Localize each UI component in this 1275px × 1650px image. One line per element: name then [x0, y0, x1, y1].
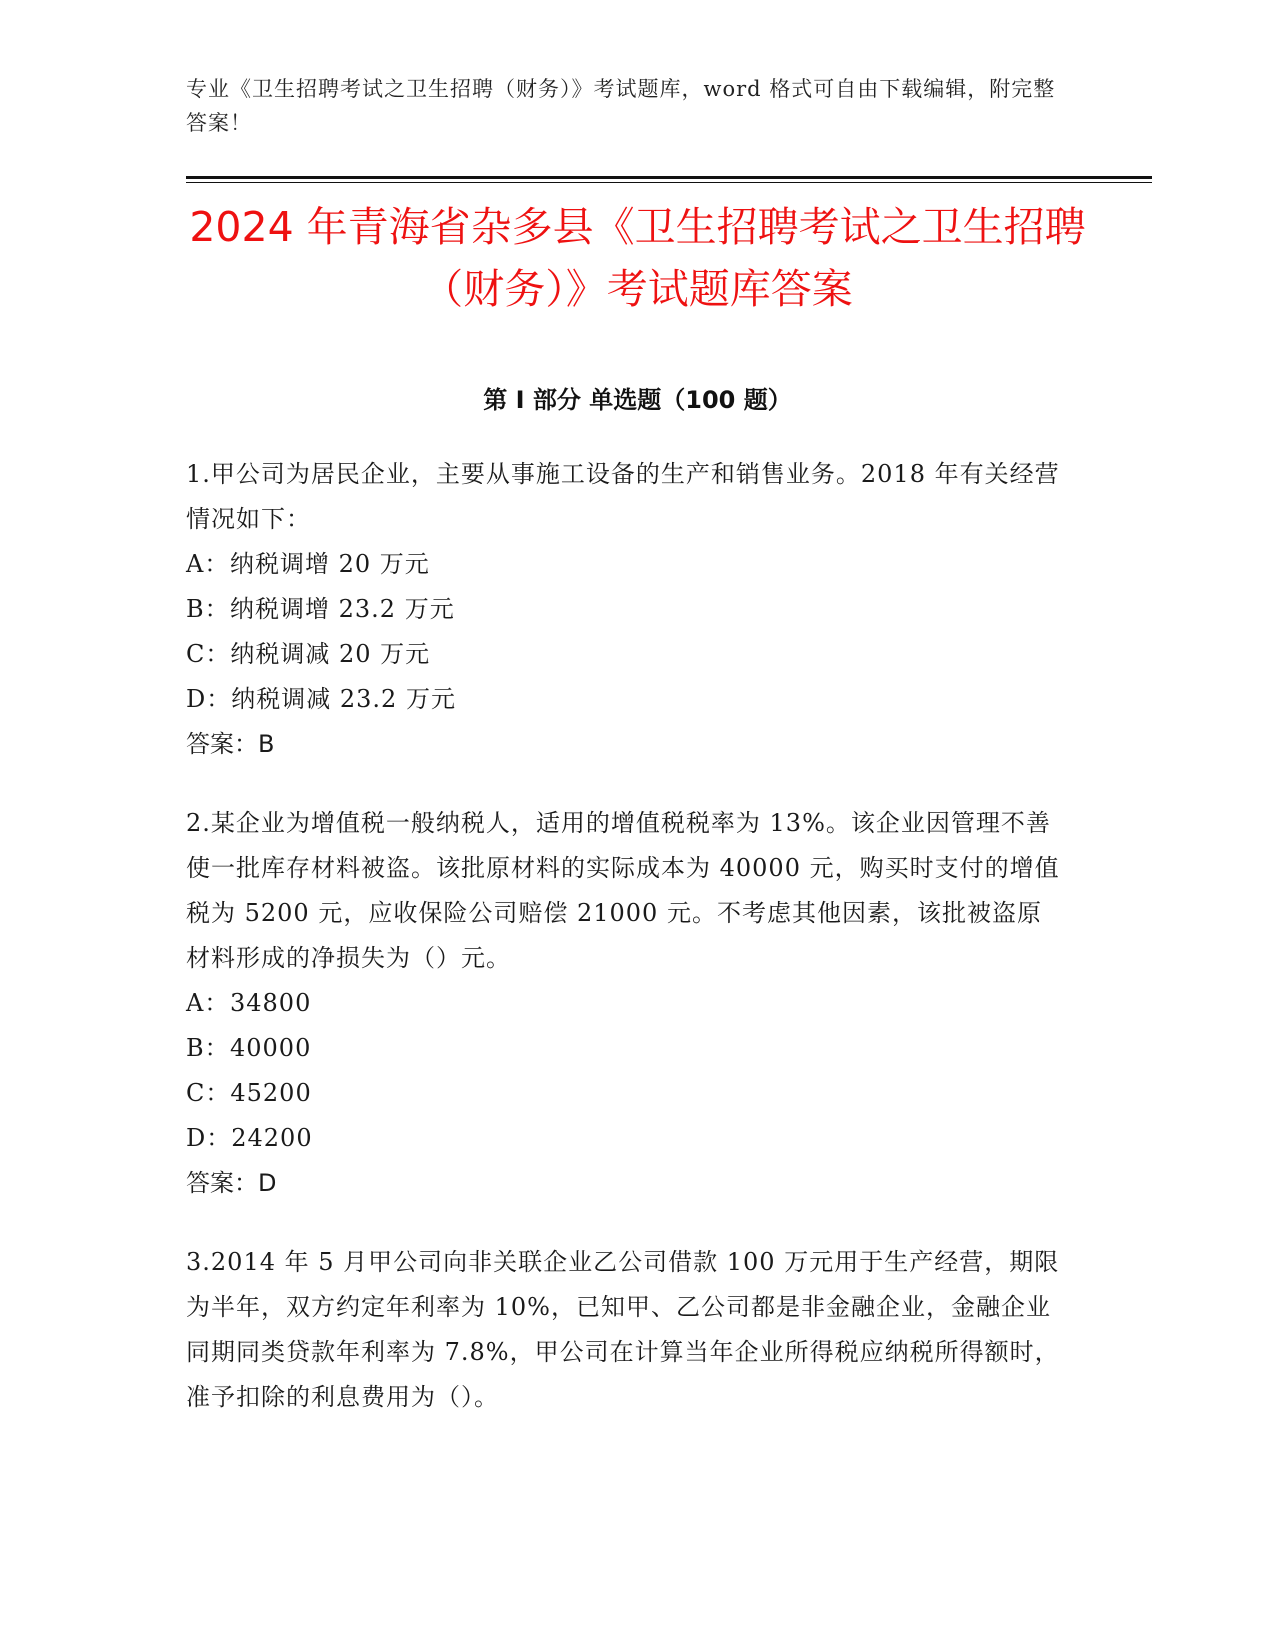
option-c: [186, 632, 1066, 677]
header-note: 专业《卫生招聘考试之卫生招聘（财务）》考试题库，word 格式可自由下载编辑，附完整答案！: [186, 77, 1056, 135]
section-title: 第 I 部分 单选题（100 题）: [483, 386, 792, 414]
option-key: C：: [186, 640, 231, 668]
option-key: A：: [186, 550, 230, 578]
question-stem: 1.甲公司为居民企业，主要从事施工设备的生产和销售业务。2018 年有关经营情况如下：: [186, 460, 1060, 533]
option-text: 45200: [230, 1079, 312, 1107]
option-key: B：: [186, 595, 230, 623]
option-text: 纳税调减 23.2 万元: [231, 685, 456, 713]
option-key: D：: [186, 685, 232, 713]
option-d: [186, 1116, 1066, 1161]
header-rule-thick: [186, 176, 1152, 179]
option-key: A：: [186, 989, 230, 1017]
option-text: 纳税调减 20 万元: [230, 640, 431, 668]
option-a: [186, 542, 1066, 587]
option-key: D：: [186, 1124, 232, 1152]
document-title: 2024 年青海省杂多县《卫生招聘考试之卫生招聘（财务）》考试题库答案: [189, 203, 1086, 313]
question-stem: 3.2014 年 5 月甲公司向非关联企业乙公司借款 100 万元用于生产经营，期限为半年，双方约定年利率为 10%，已知甲、乙公司都是非金融企业，金融企业同期同类贷款年利率为 7.8%，甲公司在计算当年企业所得税应纳税所得额时，准予扣除的利息费用为（）。: [186, 1248, 1060, 1411]
question-2: [186, 801, 1066, 1206]
option-b: [186, 587, 1066, 632]
option-a: [186, 981, 1066, 1026]
option-text: 24200: [231, 1124, 313, 1152]
option-key: B：: [186, 1034, 230, 1062]
option-text: 40000: [230, 1034, 312, 1062]
option-b: [186, 1026, 1066, 1071]
option-text: 34800: [230, 989, 312, 1017]
option-d: [186, 677, 1066, 722]
question-stem: 2.某企业为增值税一般纳税人，适用的增值税税率为 13%。该企业因管理不善使一批库存材料被盗。该批原材料的实际成本为 40000 元，购买时支付的增值税为 5200 元，应收保险公司赔偿 21000 元。不考虑其他因素，该批被盗原材料形成的净损失为（）元。: [186, 809, 1060, 972]
question-3: [186, 1240, 1066, 1420]
answer: 答案：B: [186, 730, 275, 758]
option-c: [186, 1071, 1066, 1116]
option-key: C：: [186, 1079, 231, 1107]
answer: 答案：D: [186, 1169, 277, 1197]
option-text: 纳税调增 20 万元: [230, 550, 430, 578]
question-1: [186, 452, 1066, 767]
header-rule-thin: [186, 182, 1152, 183]
option-text: 纳税调增 23.2 万元: [230, 595, 455, 623]
